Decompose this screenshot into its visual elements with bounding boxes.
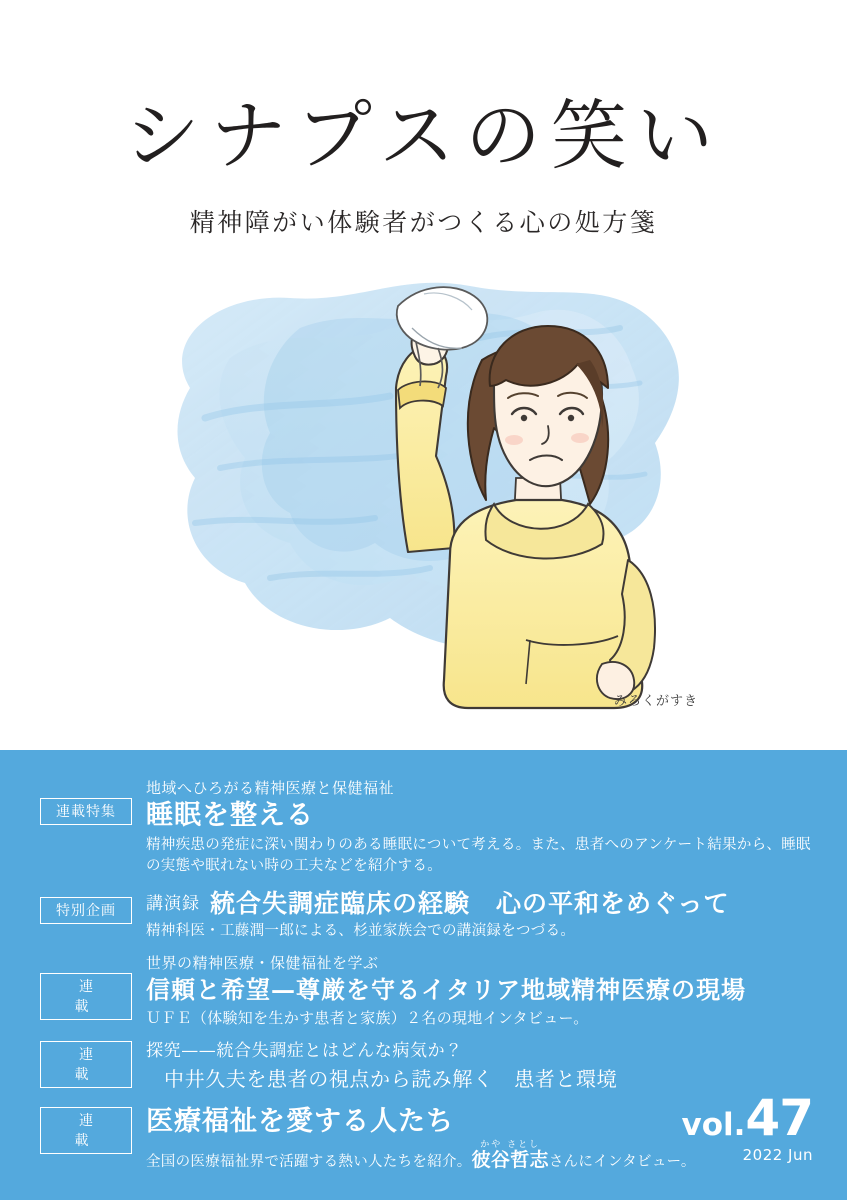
cover-illustration — [150, 268, 710, 720]
toc-entry-description: 精神疾患の発症に深い関わりのある睡眠について考える。また、患者へのアンケート結果から、睡眠の実態や眠れない時の工夫などを紹介する。 — [146, 837, 811, 875]
volume-block — [681, 1089, 813, 1164]
toc-entry-line-1: 探究——統合失調症とはどんな病気か？ — [146, 1040, 463, 1061]
toc-entry-person-kanji: 彼谷哲志 — [471, 1148, 549, 1171]
toc-entry-headline: 信頼と希望—尊厳を守るイタリア地域精神医療の現場 — [146, 974, 746, 1004]
toc-entry[interactable] — [40, 1039, 820, 1095]
issue-date: 2022 Jun — [742, 1146, 813, 1164]
toc-entry-headline: 睡眠を整える — [146, 800, 314, 832]
volume-number — [681, 1089, 813, 1147]
cover-subtitle: 精神障がい体験者がつくる心の処方箋 — [189, 208, 658, 237]
toc-entry-person-name — [472, 1141, 549, 1170]
toc-entry-tag: 連載特集 — [40, 798, 132, 825]
toc-entry[interactable] — [40, 888, 820, 942]
page-title: シナプスの笑い — [124, 91, 723, 180]
volume-prefix: vol. — [681, 1107, 746, 1143]
volume-value: 47 — [745, 1089, 813, 1147]
toc-entry-tag: 連 載 — [40, 973, 132, 1020]
toc-entry-headline: 医療福祉を愛する人たち — [146, 1106, 454, 1138]
toc-entry-eyebrow: 世界の精神医療・保健福祉を学ぶ — [146, 954, 379, 973]
toc-entry-tag: 連 載 — [40, 1041, 132, 1088]
toc-entry-eyebrow: 地域へひろがる精神医療と保健福祉 — [146, 779, 395, 797]
toc-entry[interactable] — [40, 953, 820, 1027]
toc-entry-lead-word: 講演録 — [146, 894, 200, 915]
toc-entry-tag: 連 載 — [40, 1107, 132, 1154]
toc-entry-headline-row — [146, 888, 820, 919]
toc-entry-body — [132, 1039, 820, 1095]
toc-entry-description-prefix: 全国の医療福祉界で活躍する熱い人たちを紹介。 — [146, 1153, 472, 1170]
toc-entry-body — [132, 888, 820, 942]
toc-entry-tag: 特別企画 — [40, 897, 132, 924]
toc-entry-headline: 統合失調症臨床の経験 心の平和をめぐって — [210, 889, 730, 919]
toc-entry-line-2: 中井久夫を患者の視点から読み解く 患者と環境 — [164, 1067, 618, 1092]
artist-credit: みろくがすき — [614, 694, 699, 709]
toc-entry-person-ruby: かや さとし — [480, 1139, 541, 1150]
toc-entry-description: 精神科医・工藤潤一郎による、杉並家族会での講演録をつづる。 — [146, 923, 576, 940]
toc-entry-body — [132, 953, 820, 1027]
toc-entry-body — [132, 778, 820, 877]
toc-entry-description-suffix: さんにインタビュー。 — [548, 1153, 696, 1170]
toc-entry[interactable] — [40, 778, 820, 877]
cover-bottom-section — [0, 750, 847, 1200]
toc-entry-subdescription: ＵＦＥ（体験知を生かす患者と家族）２名の現地インタビュー。 — [146, 1008, 589, 1027]
